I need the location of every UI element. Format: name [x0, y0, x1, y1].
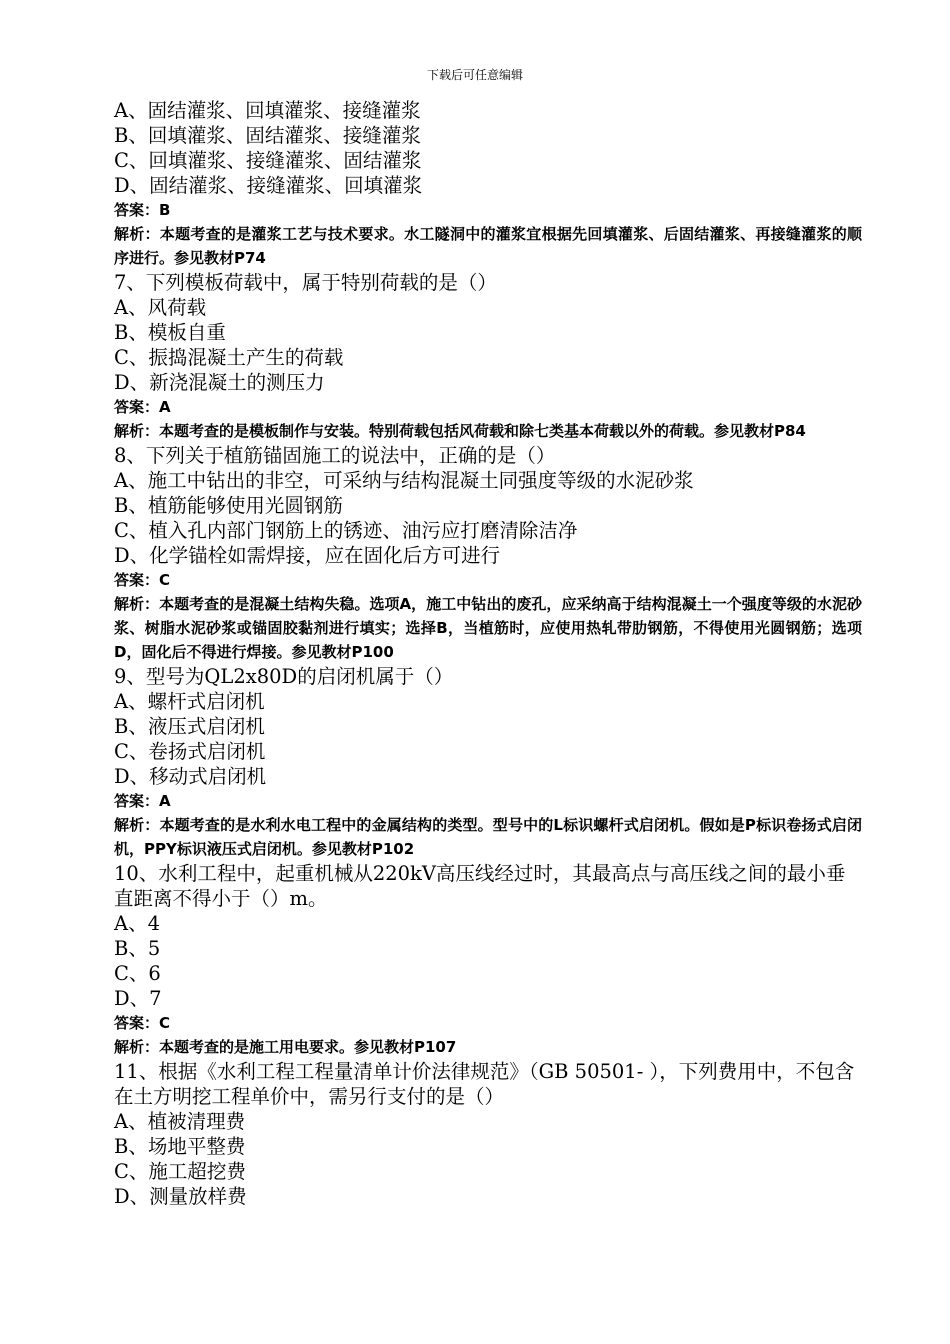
answer: 答案：C [114, 571, 171, 589]
question-8 [114, 443, 862, 664]
question-6 [114, 98, 862, 270]
option-b: B、5 [114, 937, 161, 960]
document-body [114, 98, 862, 1209]
answer: 答案：A [114, 398, 171, 416]
option-c: C、回填灌浆、接缝灌浆、固结灌浆 [114, 149, 422, 172]
answer: 答案：B [114, 201, 171, 219]
question-11 [114, 1059, 862, 1209]
question-9 [114, 664, 862, 861]
explanation: 解析：本题考查的是施工用电要求。参见教材P107 [114, 1038, 457, 1056]
option-c: C、植入孔内部门钢筋上的锈迹、油污应打磨清除洁净 [114, 519, 578, 542]
option-d: D、移动式启闭机 [114, 765, 267, 788]
explanation: 解析：本题考查的是模板制作与安装。特别荷载包括风荷载和除七类基本荷载以外的荷载。参见教材P84 [114, 422, 806, 440]
option-a: A、植被清理费 [114, 1110, 246, 1133]
option-d: D、7 [114, 987, 162, 1010]
option-b: B、植筋能够使用光圆钢筋 [114, 494, 343, 517]
question-text: 11、根据《水利工程工程量清单计价法律规范》（GB 50501- ），下列费用中，不包含在土方明挖工程单价中，需另行支付的是（） [114, 1060, 855, 1108]
explanation: 解析：本题考查的是灌浆工艺与技术要求。水工隧洞中的灌浆宜根据先回填灌浆、后固结灌浆、再接缝灌浆的顺序进行。参见教材P74 [114, 225, 862, 267]
question-text: 10、水利工程中，起重机械从220kV高压线经过时，其最高点与高压线之间的最小垂直距离不得小于（）m。 [114, 862, 846, 910]
option-d: D、化学锚栓如需焊接，应在固化后方可进行 [114, 544, 501, 567]
option-d: D、测量放样费 [114, 1185, 247, 1208]
option-d: D、固结灌浆、接缝灌浆、回填灌浆 [114, 174, 423, 197]
question-7 [114, 270, 862, 443]
question-10 [114, 861, 862, 1059]
option-c: C、施工超挖费 [114, 1160, 246, 1183]
question-text: 9、型号为QL2x80D的启闭机属于（） [114, 665, 454, 688]
option-a: A、风荷载 [114, 296, 207, 319]
option-a: A、螺杆式启闭机 [114, 690, 265, 713]
option-a: A、施工中钻出的非空，可采纳与结构混凝土同强度等级的水泥砂浆 [114, 469, 694, 492]
option-b: B、回填灌浆、固结灌浆、接缝灌浆 [114, 124, 421, 147]
option-a: A、4 [114, 912, 160, 935]
option-b: B、液压式启闭机 [114, 715, 265, 738]
question-text: 7、下列模板荷载中，属于特别荷载的是（） [114, 271, 497, 294]
option-d: D、新浇混凝土的测压力 [114, 371, 325, 394]
answer: 答案：A [114, 792, 171, 810]
answer: 答案：C [114, 1014, 171, 1032]
question-text: 8、下列关于植筋锚固施工的说法中，正确的是（） [114, 444, 556, 467]
option-a: A、固结灌浆、回填灌浆、接缝灌浆 [114, 99, 421, 122]
explanation: 解析：本题考查的是水利水电工程中的金属结构的类型。型号中的L标识螺杆式启闭机。假如是P标识卷扬式启闭机，PPY标识液压式启闭机。参见教材P102 [114, 816, 862, 858]
page-header: 下载后可任意编辑 [426, 68, 523, 82]
explanation: 解析：本题考查的是混凝土结构失稳。选项A，施工中钻出的废孔，应采纳高于结构混凝土一个强度等级的水泥砂浆、树脂水泥砂浆或锚固胶黏剂进行填实；选择B，当植筋时，应使用热轧带肋钢筋，不得使用光圆钢筋；选项D，固化后不得进行焊接。参见教材P100 [114, 595, 862, 661]
option-c: C、6 [114, 962, 161, 985]
option-b: B、场地平整费 [114, 1135, 246, 1158]
option-b: B、模板自重 [114, 321, 226, 344]
option-c: C、振捣混凝土产生的荷载 [114, 346, 344, 369]
option-c: C、卷扬式启闭机 [114, 740, 266, 763]
